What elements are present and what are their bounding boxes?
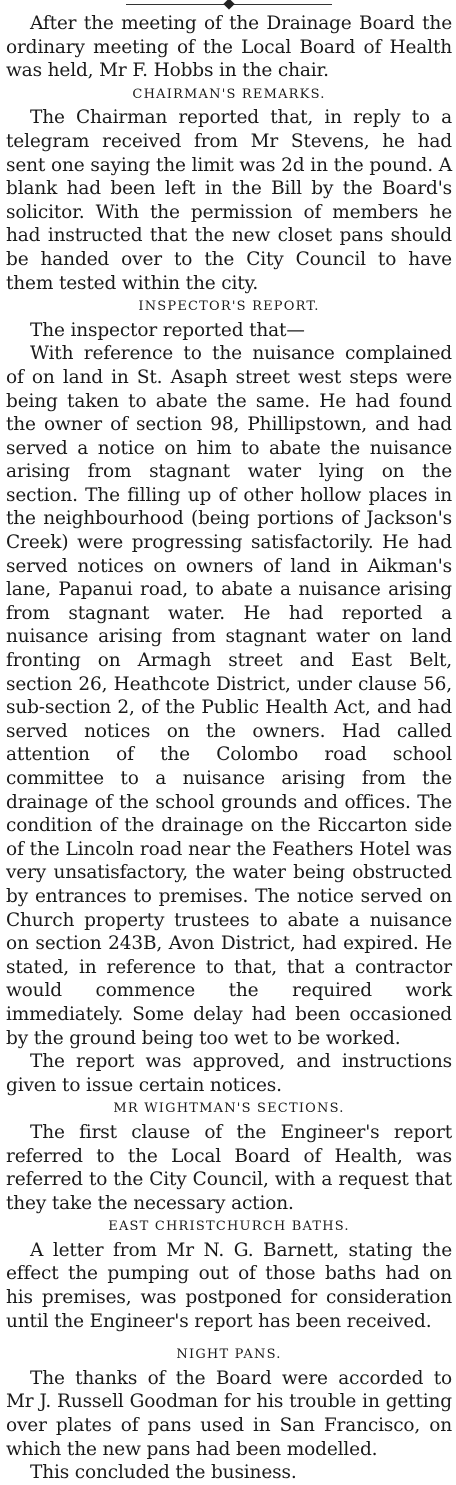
chairman-paragraph: The Chairman reported that, in reply to a telegram received from Mr Stevens, he had sent one saying the limit was 2d in the pound. A blank had been left in the Bill by the Board's solicitor. With the permission of members he had instructed that the new closet pans should be handed over to the City Council to have them tested within the city. <box>6 107 452 294</box>
inspector-approval-paragraph: The report was approved, and instructions given to issue certain notices. <box>6 1051 452 1096</box>
section-heading-chairmans-remarks: CHAIRMAN'S REMARKS. <box>132 86 326 102</box>
night-pans-paragraph: The thanks of the Board were accorded to Mr J. Russell Goodman for his trouble in getting over plates of pans used in San Francisco, on which the new pans had been modelled. <box>6 1367 452 1460</box>
separator-rule <box>6 0 452 12</box>
section-heading-wightman-sections: MR WIGHTMAN'S SECTIONS. <box>113 1101 345 1117</box>
spacer <box>6 1333 452 1343</box>
section-heading-night-pans: NIGHT PANS. <box>176 1347 282 1363</box>
newspaper-column <box>6 0 452 1485</box>
section-heading-inspectors-report: INSPECTOR'S REPORT. <box>138 299 320 315</box>
section-heading-east-christchurch-baths: EAST CHRISTCHURCH BATHS. <box>108 1219 350 1235</box>
wightman-paragraph: The first clause of the Engineer's report referred to the Local Board of Health, was referred to the City Council, with a request that they take the necessary action. <box>6 1121 452 1214</box>
intro-paragraph: After the meeting of the Drainage Board the ordinary meeting of the Local Board of Health was held, Mr F. Hobbs in the chair. <box>6 13 452 82</box>
inspector-intro-paragraph: The inspector reported that— <box>30 319 305 341</box>
diamond-ornament-icon <box>223 0 234 10</box>
baths-paragraph: A letter from Mr N. G. Barnett, stating the effect the pumping out of those baths had on his premises, was postponed for consideration until the Engineer's report has been received. <box>6 1239 452 1332</box>
closing-paragraph: This concluded the business. <box>30 1462 297 1484</box>
inspector-report-paragraph: With reference to the nuisance complained of on land in St. Asaph street west steps were being taken to abate the same. He had found the owner of section 98, Phillipstown, and had served a notice on him to abate the nuisance arising from stagnant water lying on the section. The filling up of other hollow places in the neighbourhood (being portions of Jackson's Creek) were progressing satisfactorily. He had served notices on owners of land in Aikman's lane, Papanui road, to abate a nuisance arising from stagnant water. He had reported a nuisance arising from stagnant water on land fronting on Armagh street and East Belt, section 26, Heathcote District, under clause 56, sub-section 2, of the Public Health Act, and had served notices on the owners. Had called attention of the Colombo road school committee to a nuisance arising from the drainage of the school grounds and offices. The condition of the drainage on the Riccarton side of the Lincoln road near the Feathers Hotel was very unsatisfactory, the water being obstructed by entrances to premises. The notice served on Church property trustees to abate a nuisance on section 243B, Avon District, had expired. He stated, in reference to that, that a contractor would commence the required work immediately. Some delay had been occasioned by the ground being too wet to be worked. <box>6 343 452 1049</box>
